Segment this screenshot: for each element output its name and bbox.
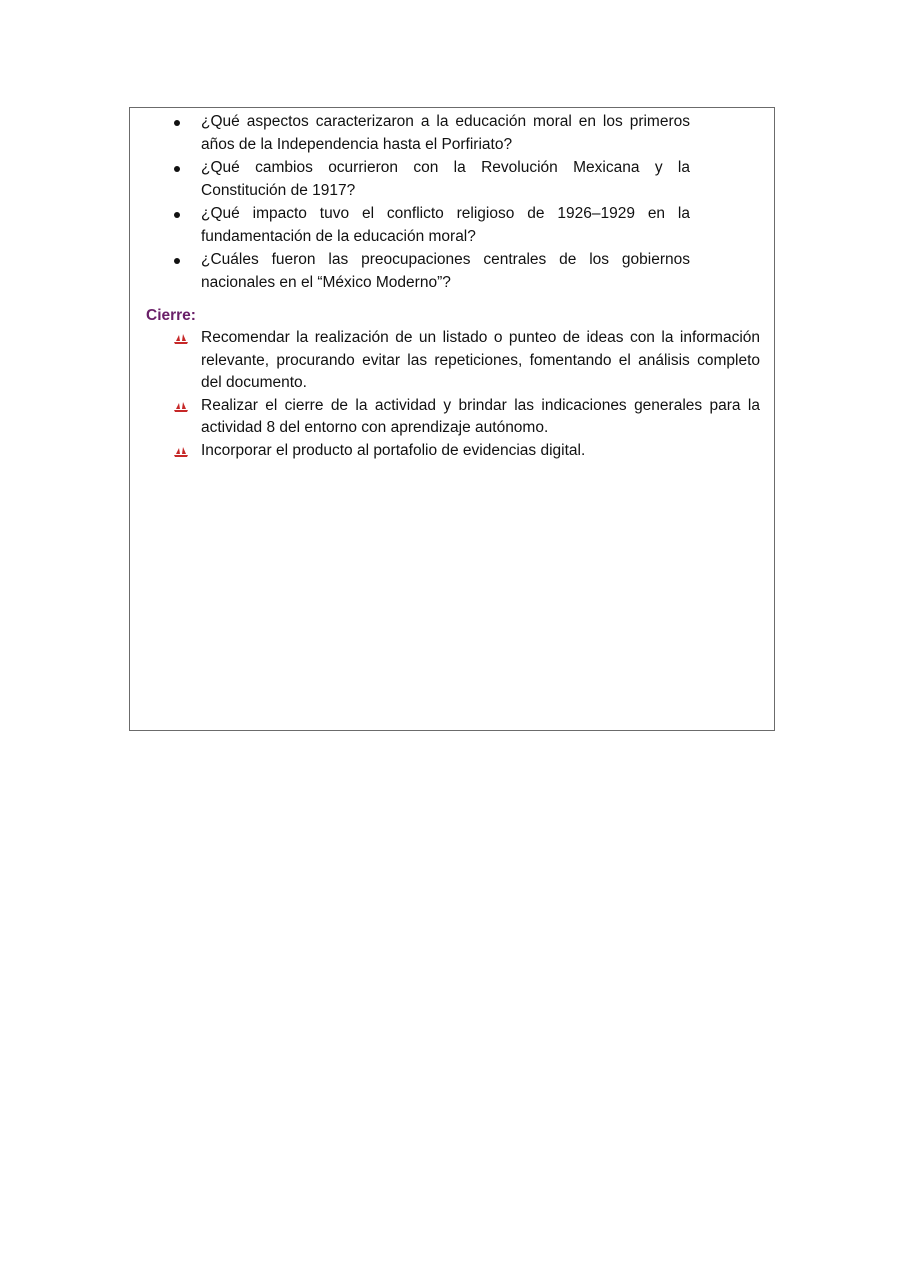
closing-item-text: Incorporar el producto al portafolio de evidencias digital. <box>201 441 586 459</box>
question-list <box>130 111 774 295</box>
decorative-bullet-icon <box>173 444 189 458</box>
content-box <box>129 107 775 731</box>
question-text: ¿Qué cambios ocurrieron con la Revolución Mexicana y la Constitución de 1917? <box>201 159 690 199</box>
closing-item-text: Recomendar la realización de un listado o punteo de ideas con la información relevante, procurando evitar las repeticiones, fomentando el análisis completo del documento. <box>201 329 760 391</box>
question-item <box>130 157 690 202</box>
decorative-bullet-icon <box>173 399 189 413</box>
closing-list <box>130 327 774 462</box>
question-text: ¿Cuáles fueron las preocupaciones centrales de los gobiernos nacionales en el “México Moderno”? <box>201 251 690 291</box>
closing-item <box>130 327 760 395</box>
question-item <box>130 249 690 294</box>
question-item <box>130 111 690 156</box>
closing-item <box>130 440 760 463</box>
question-text: ¿Qué aspectos caracterizaron a la educación moral en los primeros años de la Independencia hasta el Porfiriato? <box>201 113 690 153</box>
closing-title: Cierre: <box>146 307 196 324</box>
bullet-dot-icon <box>174 212 180 218</box>
question-text: ¿Qué impacto tuvo el conflicto religioso de 1926–1929 en la fundamentación de la educación moral? <box>201 205 690 245</box>
decorative-bullet-icon <box>173 331 189 345</box>
question-item <box>130 203 690 248</box>
bullet-dot-icon <box>174 166 180 172</box>
bullet-dot-icon <box>174 120 180 126</box>
bullet-dot-icon <box>174 258 180 264</box>
closing-item <box>130 395 760 440</box>
closing-item-text: Realizar el cierre de la actividad y brindar las indicaciones generales para la actividad 8 del entorno con aprendizaje autónomo. <box>201 396 760 436</box>
